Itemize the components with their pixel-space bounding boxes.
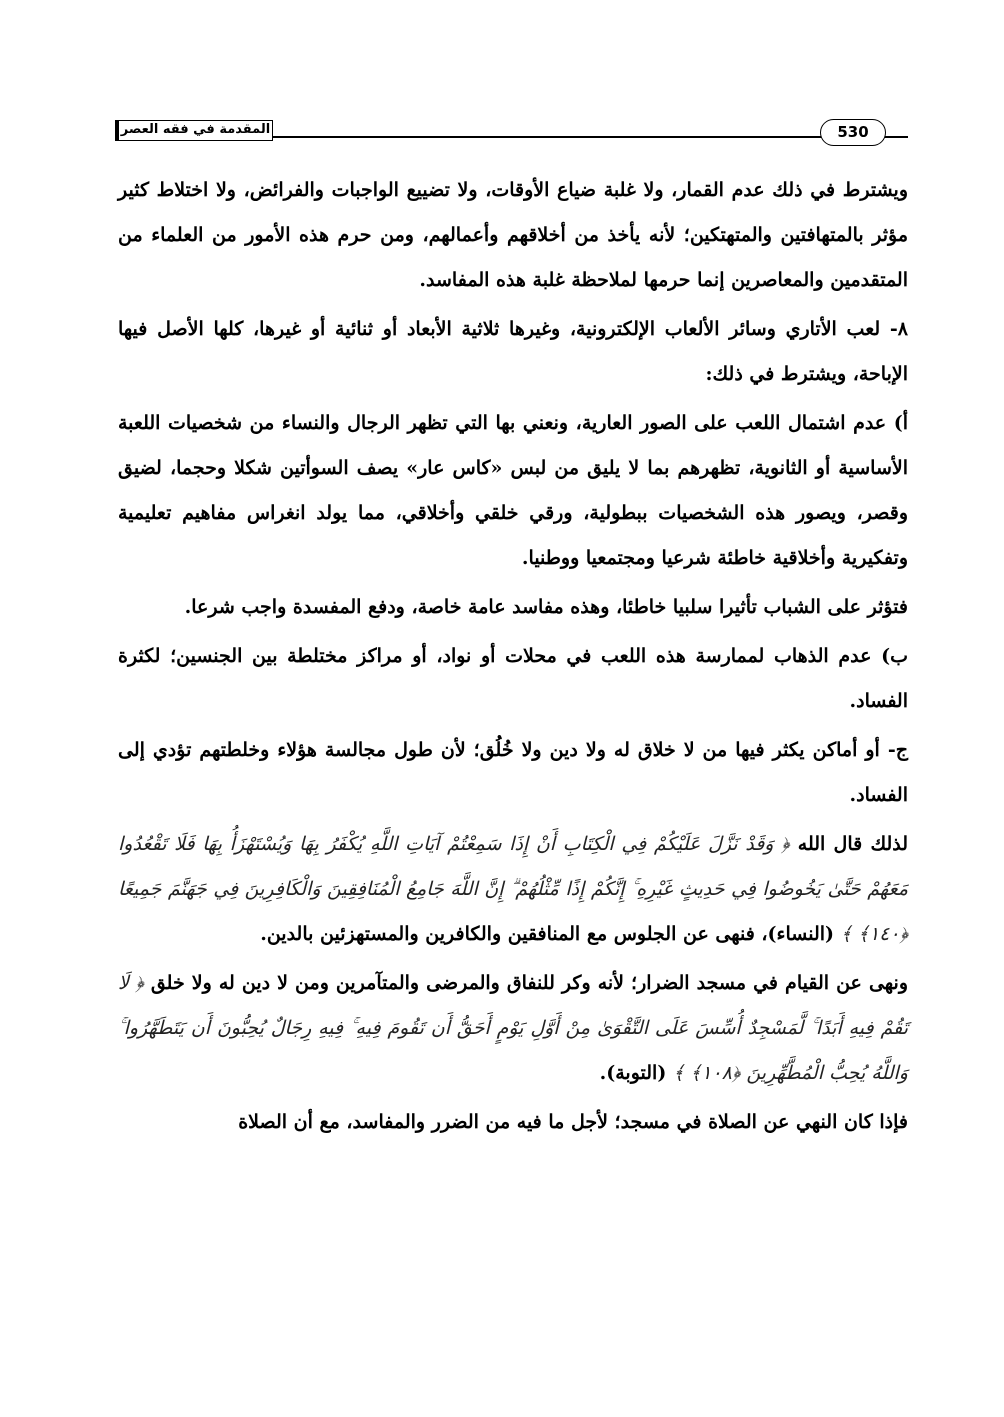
tail-text: (النساء)، فنهى عن الجلوس مع المنافقين والكافرين والمستهزئين بالدين.	[260, 923, 835, 945]
header-rule	[273, 136, 908, 138]
paragraph-prayer: فإذا كان النهي عن الصلاة في مسجد؛ لأجل ما فيه من الضرر والمفاسد، مع أن الصلاة	[238, 1111, 908, 1133]
paragraph-condition-b: ب) عدم الذهاب لممارسة هذه اللعب في محلات أو نواد، أو مراكز مختلطة بين الجنسين؛ لكثرة الفساد.	[118, 645, 908, 712]
quran-verse: ﴿ وَقَدْ نَزَّلَ عَلَيْكُمْ فِي الْكِتَابِ أَنْ إِذَا سَمِعْتُمْ آيَاتِ اللَّهِ يُكْفَرُ بِهَا وَيُسْتَهْزَأُ بِهَا فَلَا تَقْعُدُوا مَعَهُمْ حَتَّىٰ يَخُوضُوا فِي حَدِيثٍ غَيْرِهِ ۚ إِنَّكُمْ إِذًا مِّثْلُهُمْ ۗ إِنَّ اللَّهَ جَامِعُ الْمُنَافِقِينَ وَالْكَافِرِينَ فِي جَهَنَّمَ جَمِيعًا ﴿١٤٠﴾ ﴾	[118, 833, 908, 945]
body-text	[118, 168, 908, 1149]
book-title: المقدمة في فقه العصر	[115, 120, 273, 141]
paragraph-effect-on-youth: فتؤثر على الشباب تأثيرا سلبيا خاطئا، وهذه مفاسد عامة خاصة، ودفع المفسدة واجب شرعا.	[184, 596, 908, 618]
paragraph-condition-a: أ) عدم اشتمال اللعب على الصور العارية، ونعني بها التي تظهر الرجال والنساء من شخصيات اللعبة الأساسية أو الثانوية، تظهرهم بما لا يليق من لبس «كاس عار» يصف السوأتين شكلا وحجما، لضيق وقصر، ويصور هذه الشخصيات ببطولية، ورقي خلقي وأخلاقي، مما يولد انغراس مفاهيم تعليمية وتفكيرية وأخلاقية خاطئة شرعيا ومجتمعيا ووطنيا.	[118, 412, 908, 569]
running-header	[115, 116, 908, 150]
paragraph-quran-tawba	[118, 961, 908, 1096]
lead-text: ونهى عن القيام في مسجد الضرار؛ لأنه وكر للنفاق والمرضى والمتآمرين ومن لا دين له ولا خلق	[150, 972, 909, 994]
paragraph-conditions: ويشترط في ذلك عدم القمار، ولا غلبة ضياع الأوقات، ولا تضييع الواجبات والفرائض، ولا اختلاط كثير مؤثر بالمتهافتين والمتهتكين؛ لأنه يأخذ من أخلاقهم وأعمالهم، ومن حرم هذه الأمور من العلماء من المتقدمين والمعاصرين إنما حرمها لملاحظة غلبة هذه المفاسد.	[118, 179, 908, 291]
paragraph-electronic-games: ٨- لعب الأتاري وسائر الألعاب الإلكترونية، وغيرها ثلاثية الأبعاد أو ثنائية أو غيرها، كلها الأصل فيها الإباحة، ويشترط في ذلك:	[118, 318, 908, 385]
page-number: 530	[820, 119, 886, 146]
paragraph-quran-nisa	[118, 822, 908, 957]
lead-text: لذلك قال الله	[797, 833, 909, 855]
tail-text: (التوبة).	[599, 1062, 667, 1084]
paragraph-condition-c: ج- أو أماكن يكثر فيها من لا خلاق له ولا دين ولا خُلُق؛ لأن طول مجالسة هؤلاء وخلطتهم تؤدي إلى الفساد.	[118, 739, 908, 806]
quran-verse: ﴿ لَا تَقُمْ فِيهِ أَبَدًا ۚ لَّمَسْجِدٌ أُسِّسَ عَلَى التَّقْوَىٰ مِنْ أَوَّلِ يَوْمٍ أَحَقُّ أَن تَقُومَ فِيهِ ۚ فِيهِ رِجَالٌ يُحِبُّونَ أَن يَتَطَهَّرُوا ۚ وَاللَّهُ يُحِبُّ الْمُطَّهِّرِينَ ﴿١٠٨﴾ ﴾	[118, 972, 908, 1084]
